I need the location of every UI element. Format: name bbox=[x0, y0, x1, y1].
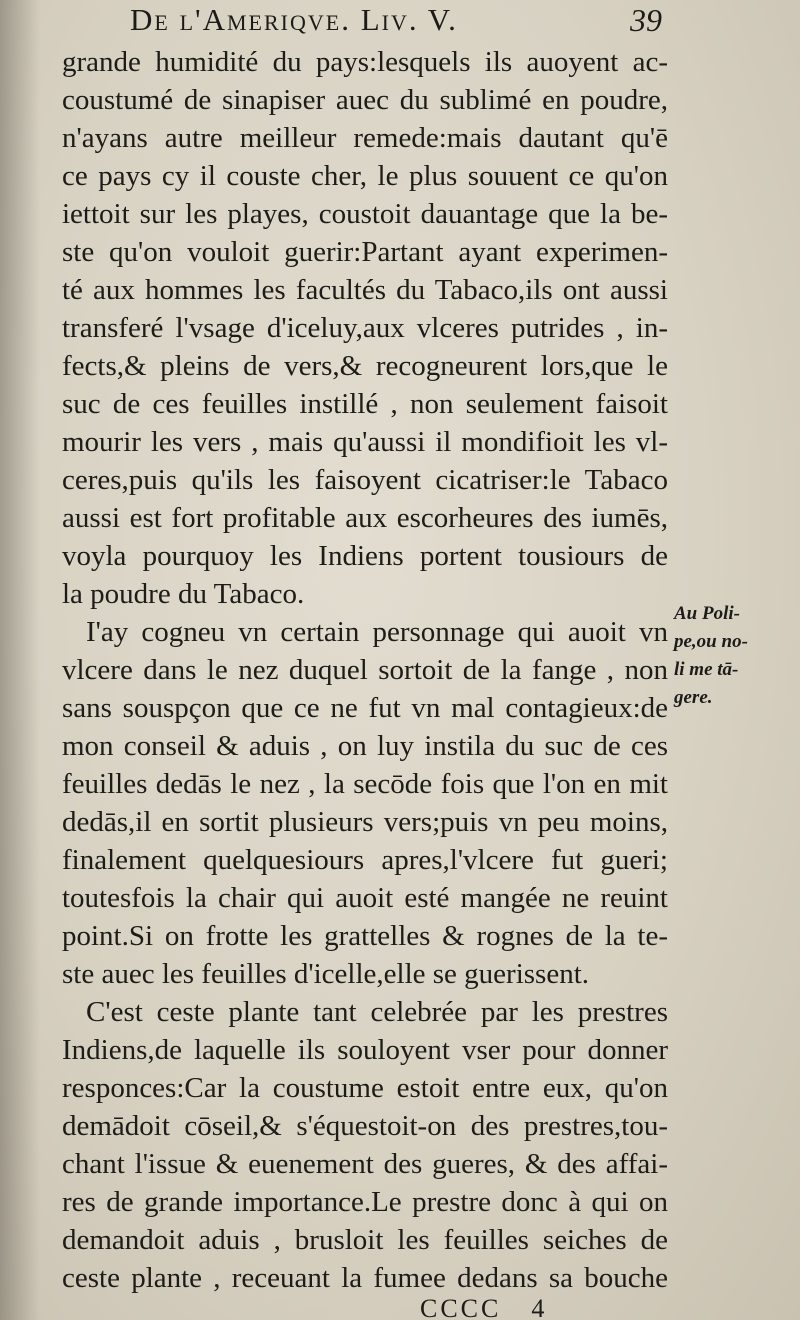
paragraph-end-line: ste auec les feuilles d'icelle,elle se guerissent. bbox=[62, 958, 590, 990]
marginal-note-line: li me tā- bbox=[674, 659, 739, 680]
text-line: té aux hommes les facultés du Tabaco,ils ont aussi bbox=[62, 274, 668, 306]
page-number: 39 bbox=[630, 2, 662, 38]
text-line: vlcere dans le nez duquel sortoit de la fange , non bbox=[62, 654, 668, 686]
text-line: suc de ces feuilles instillé , non seulement faisoit bbox=[62, 388, 668, 420]
text-line: point.Si on frotte les grattelles & rognes de la te- bbox=[62, 920, 668, 952]
gutter-shadow bbox=[0, 0, 40, 1320]
text-line: dedās,il en sortit plusieurs vers;puis vn peu moins, bbox=[62, 806, 668, 838]
signature-mark bbox=[420, 1294, 547, 1320]
text-line: demādoit cōseil,& s'équestoit-on des prestres,tou- bbox=[62, 1110, 668, 1142]
text-line: demandoit aduis , brusloit les feuilles seiches de bbox=[62, 1224, 668, 1256]
text-line: ceres,puis qu'ils les faisoyent cicatriser:le Tabaco bbox=[62, 464, 668, 496]
text-line: toutesfois la chair qui auoit esté mangée ne reuint bbox=[62, 882, 668, 914]
signature-letters: CCCC bbox=[420, 1294, 502, 1320]
signature-number: 4 bbox=[531, 1294, 548, 1320]
text-line: ce pays cy il couste cher, le plus souuent ce qu'on bbox=[62, 160, 668, 192]
text-line: chant l'issue & euenement des gueres, & des affai- bbox=[62, 1148, 668, 1180]
text-line: voyla pourquoy les Indiens portent tousiours de bbox=[62, 540, 668, 572]
marginal-note-line: gere. bbox=[674, 687, 713, 708]
text-line: Indiens,de laquelle ils souloyent vser pour donner bbox=[62, 1034, 668, 1066]
text-line: responces:Car la coustume estoit entre eux, qu'on bbox=[62, 1072, 668, 1104]
text-line: aussi est fort profitable aux escorheures des iumēs, bbox=[62, 502, 668, 534]
text-line: iettoit sur les playes, coustoit dauantage que la be- bbox=[62, 198, 668, 230]
marginal-note-line: pe,ou no- bbox=[674, 631, 748, 652]
running-title: De l'Ameriqve. Liv. V. bbox=[130, 2, 458, 37]
text-line: ste qu'on vouloit guerir:Partant ayant experimen- bbox=[62, 236, 668, 268]
paragraph-start-line: C'est ceste plante tant celebrée par les prestres bbox=[86, 996, 668, 1028]
text-line: grande humidité du pays:lesquels ils auoyent ac- bbox=[62, 46, 668, 78]
text-line: res de grande importance.Le prestre donc à qui on bbox=[62, 1186, 668, 1218]
text-line: ceste plante , receuant la fumee dedans sa bouche bbox=[62, 1262, 668, 1294]
paragraph-end-line: la poudre du Tabaco. bbox=[62, 578, 305, 610]
text-line: transferé l'vsage d'iceluy,aux vlceres putrides , in- bbox=[62, 312, 668, 344]
text-line: coustumé de sinapiser auec du sublimé en poudre, bbox=[62, 84, 668, 116]
text-line: feuilles dedās le nez , la secōde fois que l'on en mit bbox=[62, 768, 668, 800]
marginal-note-line: Au Poli- bbox=[674, 603, 740, 624]
text-line: n'ayans autre meilleur remede:mais dautant qu'ē bbox=[62, 122, 668, 154]
text-line: finalement quelquesiours apres,l'vlcere fut gueri; bbox=[62, 844, 668, 876]
text-line: fects,& pleins de vers,& recogneurent lors,que le bbox=[62, 350, 668, 382]
paragraph-start-line: I'ay cogneu vn certain personnage qui auoit vn bbox=[86, 616, 668, 648]
text-line: mon conseil & aduis , on luy instila du suc de ces bbox=[62, 730, 668, 762]
text-line: mourir les vers , mais qu'aussi il mondifioit les vl- bbox=[62, 426, 668, 458]
text-line: sans souspçon que ce ne fut vn mal contagieux:de bbox=[62, 692, 668, 724]
